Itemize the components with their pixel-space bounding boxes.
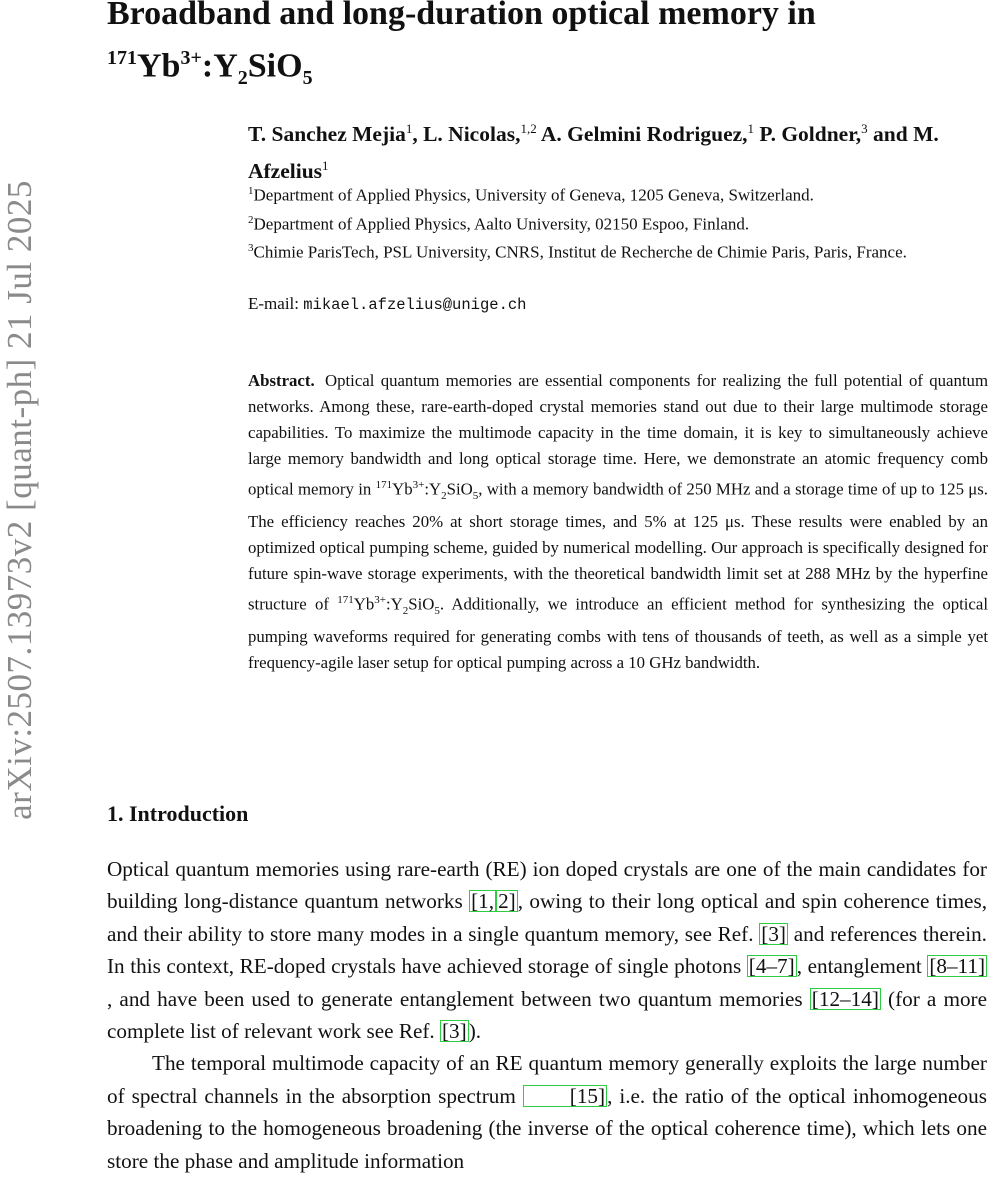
author-2: L. Nicolas, [423, 122, 521, 147]
abstract-text-3: . Additionally, we introduce an efficient method for synthesizing the optical pumping waveforms required for generating combs with tens of thousands of teeth, as well as a simple yet frequency-agile laser setup for optical pumping across a 10 GHz bandwidth. [248, 594, 988, 672]
affiliation-1-text: Department of Applied Physics, University of Geneva, 1205 Geneva, Switzerland. [253, 185, 814, 205]
author-1-affiliation: 1 [405, 121, 413, 136]
abstract-host-2: SiO [408, 594, 435, 614]
affiliation-2-text: Department of Applied Physics, Aalto University, 02150 Espoo, Finland. [253, 214, 750, 234]
intro-text: Optical quantum memories using rare-earth (RE) ion doped crystals are one of the main candidates for building long-distance quantum networks [107, 857, 987, 914]
email-address[interactable]: mikael.afzelius@unige.ch [303, 296, 527, 314]
arxiv-identifier: arXiv:2507.13973v2 [quant-ph] 21 Jul 2025 [0, 180, 39, 820]
title-line-1: Broadband and long-duration optical memory in [107, 0, 816, 32]
intro-paragraph-1 [107, 853, 987, 1047]
citation-link[interactable]: [12–14] [811, 986, 879, 1011]
intro-text: , owing to their long optical and spin coherence times, and their ability to store many modes in a single quantum memory, see Ref. [107, 889, 987, 946]
citation-link[interactable]: [4–7] [748, 954, 795, 979]
title-host: :Y [201, 47, 238, 85]
abstract-host-2: SiO [446, 479, 473, 499]
author-5: and M. Afzelius [248, 122, 939, 184]
intro-text: The temporal multimode capacity of an RE quantum memory generally exploits the large number of spectral channels in the absorption spectrum [107, 1051, 987, 1108]
citation-link[interactable]: [3] [442, 1019, 467, 1044]
abstract-host: :Y [424, 479, 442, 499]
affiliation-1-number: 1 [248, 185, 254, 197]
arxiv-sidebar-stamp [0, 140, 40, 860]
affiliation-3-text: Chimie ParisTech, PSL University, CNRS, Institut de Recherche de Chimie Paris, Paris, France. [253, 242, 907, 262]
abstract-sub-1: 2 [441, 489, 447, 502]
title-isotope: 171 [107, 47, 137, 69]
title-charge: 3+ [180, 47, 202, 69]
abstract-sub-2: 5 [434, 604, 440, 617]
abstract-charge: 3+ [374, 593, 386, 606]
citation-link[interactable]: [8–11] [929, 954, 986, 979]
title-sub-2: 5 [302, 67, 313, 90]
abstract-sub-1: 2 [402, 604, 409, 617]
abstract-host: :Y [385, 594, 403, 614]
abstract-label: Abstract. [248, 371, 315, 390]
abstract-ion: Yb [392, 479, 413, 499]
affiliation-list [248, 179, 978, 265]
intro-text: and references therein. In this context, RE-doped crystals have achieved storage of single photons [107, 921, 987, 979]
section-heading-introduction: 1. Introduction [107, 801, 249, 826]
citation-link[interactable]: [15] [523, 1085, 607, 1107]
affiliation-2-number: 2 [248, 213, 254, 226]
abstract-charge: 3+ [412, 479, 425, 491]
affiliation-3-number: 3 [248, 242, 254, 255]
intro-text: , i.e. the ratio of the optical inhomogeneous broadening to the homogeneous broadening (the inverse of the optical coherence time), which lets one store the phase and amplitude information [107, 1083, 987, 1173]
author-4: P. Goldner, [759, 122, 862, 147]
author-3: A. Gelmini Rodriguez, [540, 122, 748, 147]
citation-link[interactable]: [3] [761, 921, 786, 946]
title-sub-1: 2 [237, 67, 248, 90]
title-ion: Yb [137, 47, 181, 85]
intro-text: (for a more complete list of relevant work see Ref. [107, 986, 988, 1044]
abstract-text-2: , with a memory bandwidth of 250 MHz and a storage time of up to 125 μs. The efficiency reaches 20% at short storage times, and 5% at 125 μs. These results were enabled by an optimized optical pumping scheme, guided by numerical modelling. Our approach is specifically designed for future spin-wave storage experiments, with the theoretical bandwidth limit set at 288 MHz by the hyperfine structure of [248, 479, 988, 614]
abstract-isotope: 171 [375, 479, 393, 491]
intro-text: ). [468, 1019, 482, 1044]
affiliation-1 [248, 179, 978, 208]
introduction-body [107, 853, 987, 1177]
author-separator: , [412, 122, 424, 147]
author-3-affiliation: 1 [747, 121, 755, 136]
author-2-affiliation: 1,2 [520, 121, 537, 136]
abstract-ion: Yb [353, 594, 375, 614]
affiliation-3 [248, 236, 978, 265]
title-host-2: SiO [247, 47, 303, 85]
contact-email [248, 291, 968, 318]
intro-text: , and have been used to generate entanglement between two quantum memories [107, 986, 810, 1011]
abstract-isotope: 171 [337, 593, 354, 606]
author-5-affiliation: 1 [322, 158, 329, 174]
email-label: E-mail: [248, 294, 304, 313]
author-list [248, 113, 968, 187]
abstract-sub-2: 5 [472, 489, 479, 502]
intro-text: , entanglement [796, 954, 928, 979]
paper-title [107, 0, 957, 100]
affiliation-2 [248, 208, 978, 237]
intro-paragraph-2 [107, 1047, 987, 1177]
abstract [248, 368, 988, 676]
author-4-affiliation: 3 [861, 121, 868, 136]
citation-link[interactable]: 2] [498, 889, 516, 914]
citation-link[interactable]: [1, [471, 889, 495, 914]
author-1: T. Sanchez Mejia [248, 122, 406, 147]
abstract-text-1: Optical quantum memories are essential components for realizing the full potential of quantum networks. Among these, rare-earth-doped crystal memories stand out due to their large multimode storage capabilities. To maximize the multimode capacity in the time domain, it is key to simultaneously achieve large memory bandwidth and long optical storage time. Here, we demonstrate an atomic frequency comb optical memory in [248, 371, 988, 499]
